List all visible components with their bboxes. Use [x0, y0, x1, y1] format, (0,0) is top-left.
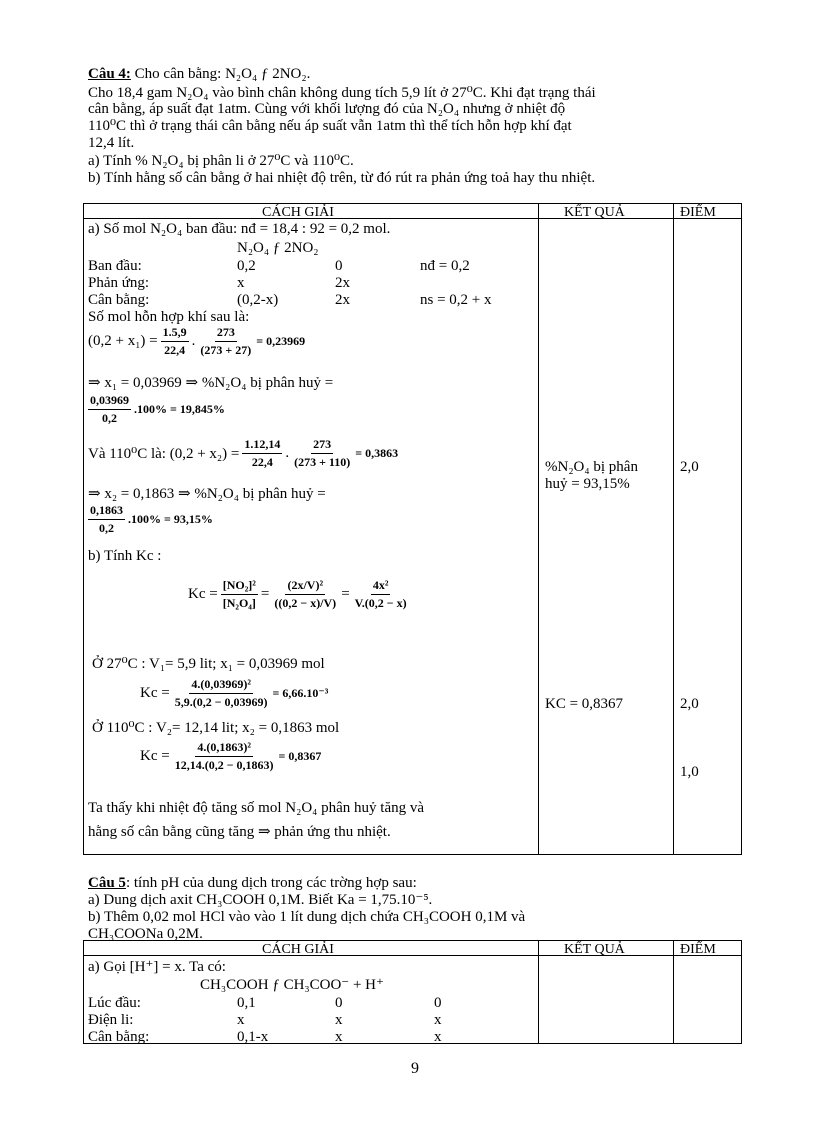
q4-col-header-solution: CÁCH GIẢI	[262, 205, 334, 220]
q4-para-4: 12,4 lít.	[88, 135, 135, 151]
q4-formula-x1: (0,2 + x₁) = $\frac{1.5,9}{22,4}$ . $\frac{273}{(273 + 27)}$ = 0,23969	[88, 325, 306, 357]
q5-intro: : tính pH của dung dịch trong các trờng hợp sau:	[125, 875, 417, 891]
q4-row-react-label: Phản ứng:	[88, 275, 150, 291]
q5-row-initial-label: Lúc đầu:	[88, 995, 141, 1011]
q5-row-ion-label: Điện li:	[88, 1012, 134, 1028]
q5-row-initial-a: 0,1	[237, 995, 256, 1011]
q5-equation: CH₃COOH ƒ CH₃COO⁻ + H⁺	[200, 977, 384, 993]
q4-row-initial-n: nđ = 0,2	[420, 258, 470, 274]
q4-row-react-a: x	[237, 275, 245, 291]
q4-x2-line: ⇒ x₂ = 0,1863 ⇒ %N₂O₄ bị phân huỷ =	[88, 486, 326, 502]
q5-col-header-score: ĐIỂM	[680, 942, 716, 957]
q5-row-eq-a: 0,1-x	[237, 1029, 269, 1045]
page-number: 9	[411, 1060, 419, 1077]
q5-col-header-solution: CÁCH GIẢI	[262, 942, 334, 957]
q5-part-a: a) Dung dịch axit CH₃COOH 0,1M. Biết Ka = 1,75.10⁻⁵.	[88, 892, 433, 908]
q4-col-header-score: ĐIỂM	[680, 205, 716, 220]
q4-intro: Cho cân bằng: N₂O₄ ƒ 2NO₂.	[134, 66, 311, 82]
q4-score-1: 2,0	[680, 459, 699, 475]
q4-heading	[88, 67, 310, 82]
q4-row-initial-label: Ban đầu:	[88, 258, 142, 274]
q5-heading	[88, 876, 417, 891]
q5-part-b-2: CH₃COONa 0,2M.	[88, 926, 203, 942]
q5-row-ion-c: x	[434, 1012, 442, 1028]
q4-row-eq-a: (0,2-x)	[237, 292, 279, 308]
q5-row-ion-b: x	[335, 1012, 343, 1028]
q4-percent-1: $\frac{0,03969}{0,2}$ .100% = 19,845%	[90, 393, 225, 425]
q4-x1-line: ⇒ x₁ = 0,03969 ⇒ %N₂O₄ bị phân huỷ =	[88, 375, 334, 391]
q4-t1-line: Ở 27⁰C : V₁= 5,9 lit; x₁ = 0,03969 mol	[92, 656, 325, 672]
q4-percent-2: $\frac{0,1863}{0,2}$ .100% = 93,15%	[90, 503, 213, 535]
q4-conclusion-1: Ta thấy khi nhiệt độ tăng số mol N₂O₄ phân huỷ tăng và	[88, 800, 425, 816]
q4-score-2: 2,0	[680, 696, 699, 712]
q4-row-eq-b: 2x	[335, 292, 350, 308]
q4-result-1b: huỷ = 93,15%	[545, 476, 630, 492]
q5-solution-table	[83, 940, 742, 1044]
q4-kc-formula: Kc = $\frac{\text{[NO₂]²}}{\text{[N₂O₄]}}$ = $\frac{\text{(2x/V)²}}{((0,2 - x)/V)}$ = $\frac{\text{4x²}}{V.(0,2 - x)}$	[188, 578, 407, 610]
q4-step-initial-moles: a) Số mol N₂O₄ ban đầu: nđ = 18,4 : 92 = 0,2 mol.	[88, 221, 391, 237]
q4-formula-x2: Và 110⁰C là: (0,2 + x₂) = $\frac{1.12,14}{22,4}$ . $\frac{273}{(273 + 110)}$ = 0,3863	[88, 437, 399, 469]
q4-row-react-b: 2x	[335, 275, 350, 291]
q5-row-eq-label: Cân bằng:	[88, 1029, 150, 1045]
q5-row-eq-b: x	[335, 1029, 343, 1045]
q4-row-eq-label: Cân bằng:	[88, 292, 150, 308]
q4-para-1: Cho 18,4 gam N₂O₄ vào bình chân không dung tích 5,9 lít ở 27⁰C. Khi đạt trạng thái	[88, 85, 596, 101]
q5-row-eq-c: x	[434, 1029, 442, 1045]
q5-part-b-1: b) Thêm 0,02 mol HCl vào vào 1 lít dung dịch chứa CH₃COOH 0,1M và	[88, 909, 526, 925]
q4-step-total-moles: Số mol hỗn hợp khí sau là:	[88, 309, 250, 325]
q4-row-initial-a: 0,2	[237, 258, 256, 274]
q4-question-a: a) Tính % N₂O₄ bị phân li ở 27⁰C và 110⁰C.	[88, 153, 354, 169]
q4-row-initial-b: 0	[335, 258, 343, 274]
q4-kc-27: Kc = $\frac{\text{4.(0,03969)²}}{5,9.(0,2 - 0,03969)}$ = 6,66.10⁻³	[140, 677, 329, 709]
q4-col-header-result: KẾT QUẢ	[564, 205, 625, 220]
q4-result-1a: %N₂O₄ bị phân	[545, 459, 638, 475]
q4-title: Câu 4:	[88, 66, 131, 82]
q4-conclusion-2: hằng số cân bằng cũng tăng ⇒ phản ứng thu nhiệt.	[88, 824, 391, 840]
q5-row-initial-c: 0	[434, 995, 442, 1011]
q5-step-1: a) Gọi [H⁺] = x. Ta có:	[88, 959, 226, 975]
q4-row-eq-n: ns = 0,2 + x	[420, 292, 492, 308]
q4-equation: N₂O₄ ƒ 2NO₂	[237, 240, 319, 256]
q5-row-initial-b: 0	[335, 995, 343, 1011]
q4-part-b: b) Tính Kc :	[88, 548, 162, 564]
q4-para-2: cân bằng, áp suất đạt 1atm. Cùng với khối lượng đó của N₂O₄ nhưng ở nhiệt độ	[88, 101, 566, 117]
q4-kc-110: Kc = $\frac{\text{4.(0,1863)²}}{12,14.(0,2 - 0,1863)}$ = 0,8367	[140, 740, 322, 772]
q4-t2-line: Ở 110⁰C : V₂= 12,14 lit; x₂ = 0,1863 mol	[92, 720, 340, 736]
q4-result-2: KC = 0,8367	[545, 696, 624, 712]
q4-score-3: 1,0	[680, 764, 699, 780]
q5-col-header-result: KẾT QUẢ	[564, 942, 625, 957]
q4-para-3: 110⁰C thì ở trạng thái cân bằng nếu áp suất vẫn 1atm thì thể tích hỗn hợp khí đạt	[88, 118, 572, 134]
q5-title: Câu 5	[88, 875, 126, 891]
q4-question-b: b) Tính hằng số cân bằng ở hai nhiệt độ trên, từ đó rút ra phản ứng toả hay thu nhiệt.	[88, 170, 596, 186]
q5-row-ion-a: x	[237, 1012, 245, 1028]
